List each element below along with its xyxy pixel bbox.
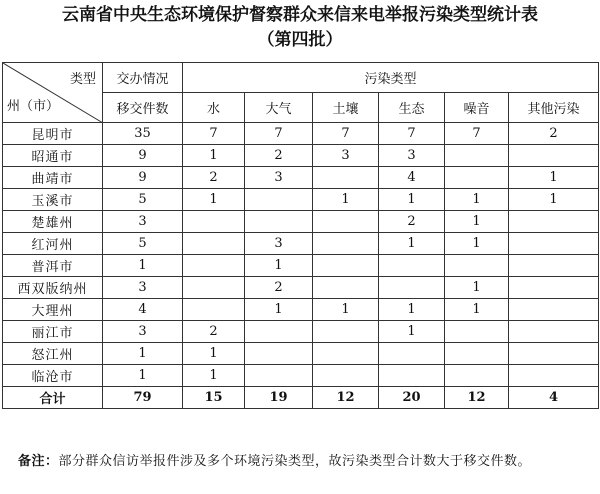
table-cell xyxy=(245,343,313,365)
table-cell xyxy=(183,255,245,277)
table-cell: 1 xyxy=(509,167,599,189)
table-cell xyxy=(509,321,599,343)
table-cell xyxy=(379,365,445,387)
table-cell xyxy=(379,343,445,365)
column-header: 生态 xyxy=(379,93,445,123)
table-row xyxy=(3,343,599,365)
table-cell: 9 xyxy=(103,145,183,167)
table-cell xyxy=(445,145,509,167)
table-cell: 1 xyxy=(245,299,313,321)
table-cell: 15 xyxy=(183,387,245,409)
table-row xyxy=(3,211,599,233)
table-cell: 7 xyxy=(313,123,379,145)
table-cell: 3 xyxy=(245,233,313,255)
table-cell: 1 xyxy=(245,255,313,277)
table-cell xyxy=(509,365,599,387)
region-name: 大理州 xyxy=(3,299,103,321)
group-header-handover: 交办情况 xyxy=(103,63,183,93)
table-row xyxy=(3,145,599,167)
table-cell xyxy=(313,343,379,365)
table-row xyxy=(3,233,599,255)
table-cell: 5 xyxy=(103,233,183,255)
region-name: 昆明市 xyxy=(3,123,103,145)
note-text: 部分群众信访举报件涉及多个环境污染类型，故污染类型合计数大于移交件数。 xyxy=(58,454,532,469)
table-cell: 3 xyxy=(103,321,183,343)
table-cell: 4 xyxy=(509,387,599,409)
region-name: 玉溪市 xyxy=(3,189,103,211)
table-note xyxy=(18,452,588,472)
table-cell xyxy=(313,277,379,299)
table-cell: 12 xyxy=(445,387,509,409)
table-row xyxy=(3,365,599,387)
note-label: 备注： xyxy=(18,454,59,469)
table-cell: 2 xyxy=(183,321,245,343)
column-header: 移交件数 xyxy=(103,93,183,123)
table-cell: 1 xyxy=(379,299,445,321)
table-cell: 79 xyxy=(103,387,183,409)
region-header-label: 州（市） xyxy=(7,99,60,114)
region-name: 昭通市 xyxy=(3,145,103,167)
region-name: 曲靖市 xyxy=(3,167,103,189)
table-cell: 4 xyxy=(103,299,183,321)
table-cell xyxy=(313,255,379,277)
table-cell: 4 xyxy=(379,167,445,189)
region-name: 怒江州 xyxy=(3,343,103,365)
table-cell: 1 xyxy=(103,255,183,277)
table-cell xyxy=(183,299,245,321)
table-cell xyxy=(245,189,313,211)
table-cell xyxy=(509,211,599,233)
table-cell xyxy=(509,299,599,321)
table-cell: 2 xyxy=(183,167,245,189)
table-cell xyxy=(379,277,445,299)
table-cell: 3 xyxy=(245,167,313,189)
column-header: 大气 xyxy=(245,93,313,123)
table-cell: 1 xyxy=(379,321,445,343)
table-cell: 1 xyxy=(183,145,245,167)
table-cell: 1 xyxy=(379,233,445,255)
table-cell: 7 xyxy=(245,123,313,145)
table-cell xyxy=(445,255,509,277)
table-row xyxy=(3,167,599,189)
column-header: 土壤 xyxy=(313,93,379,123)
table-cell: 20 xyxy=(379,387,445,409)
table-cell xyxy=(509,233,599,255)
table-cell xyxy=(183,277,245,299)
statistics-table xyxy=(2,62,599,409)
table-cell: 1 xyxy=(445,211,509,233)
table-cell: 7 xyxy=(183,123,245,145)
table-cell: 3 xyxy=(103,277,183,299)
table-cell: 2 xyxy=(379,211,445,233)
table-row xyxy=(3,255,599,277)
column-header: 其他污染 xyxy=(509,93,599,123)
table-cell xyxy=(445,365,509,387)
table-cell: 1 xyxy=(103,343,183,365)
table-cell xyxy=(183,211,245,233)
region-name: 丽江市 xyxy=(3,321,103,343)
table-row xyxy=(3,189,599,211)
table-cell xyxy=(509,255,599,277)
total-row xyxy=(3,387,599,409)
table-cell xyxy=(509,343,599,365)
table-cell: 3 xyxy=(313,145,379,167)
table-cell: 7 xyxy=(379,123,445,145)
diagonal-header-cell xyxy=(3,63,103,123)
table-cell: 1 xyxy=(183,343,245,365)
table-cell xyxy=(313,211,379,233)
table-cell: 9 xyxy=(103,167,183,189)
table-row xyxy=(3,321,599,343)
region-name: 红河州 xyxy=(3,233,103,255)
table-cell: 3 xyxy=(103,211,183,233)
table-cell: 2 xyxy=(245,277,313,299)
table-cell: 3 xyxy=(379,145,445,167)
table-cell: 5 xyxy=(103,189,183,211)
table-cell xyxy=(445,321,509,343)
table-row xyxy=(3,299,599,321)
table-cell: 1 xyxy=(509,189,599,211)
page-subtitle: （第四批） xyxy=(257,30,343,50)
type-header-label: 类型 xyxy=(69,72,96,87)
table-cell xyxy=(245,365,313,387)
table-cell xyxy=(183,233,245,255)
region-name: 普洱市 xyxy=(3,255,103,277)
table-cell: 1 xyxy=(445,233,509,255)
region-name: 楚雄州 xyxy=(3,211,103,233)
table-cell: 1 xyxy=(445,299,509,321)
column-header: 噪音 xyxy=(445,93,509,123)
column-header: 水 xyxy=(183,93,245,123)
table-cell: 1 xyxy=(445,189,509,211)
table-cell: 1 xyxy=(103,365,183,387)
table-cell xyxy=(245,211,313,233)
table-cell: 7 xyxy=(445,123,509,145)
table-cell xyxy=(445,167,509,189)
table-cell: 1 xyxy=(379,189,445,211)
table-cell: 1 xyxy=(183,189,245,211)
table-cell xyxy=(245,321,313,343)
table-cell: 1 xyxy=(313,189,379,211)
table-cell: 2 xyxy=(509,123,599,145)
table-row xyxy=(3,277,599,299)
table-row xyxy=(3,123,599,145)
total-label: 合计 xyxy=(3,387,103,409)
table-cell: 1 xyxy=(445,277,509,299)
region-name: 西双版纳州 xyxy=(3,277,103,299)
table-cell xyxy=(313,167,379,189)
table-cell xyxy=(313,321,379,343)
table-cell: 35 xyxy=(103,123,183,145)
table-cell xyxy=(313,365,379,387)
table-cell xyxy=(509,145,599,167)
table-cell: 12 xyxy=(313,387,379,409)
page-title: 云南省中央生态环境保护督察群众来信来电举报污染类型统计表 xyxy=(62,5,538,25)
group-header-pollution: 污染类型 xyxy=(183,63,599,93)
table-cell xyxy=(313,233,379,255)
table-cell xyxy=(379,255,445,277)
table-cell: 1 xyxy=(313,299,379,321)
region-name: 临沧市 xyxy=(3,365,103,387)
table-cell xyxy=(445,343,509,365)
table-cell: 19 xyxy=(245,387,313,409)
table-cell: 1 xyxy=(183,365,245,387)
table-cell xyxy=(509,277,599,299)
table-cell: 2 xyxy=(245,145,313,167)
